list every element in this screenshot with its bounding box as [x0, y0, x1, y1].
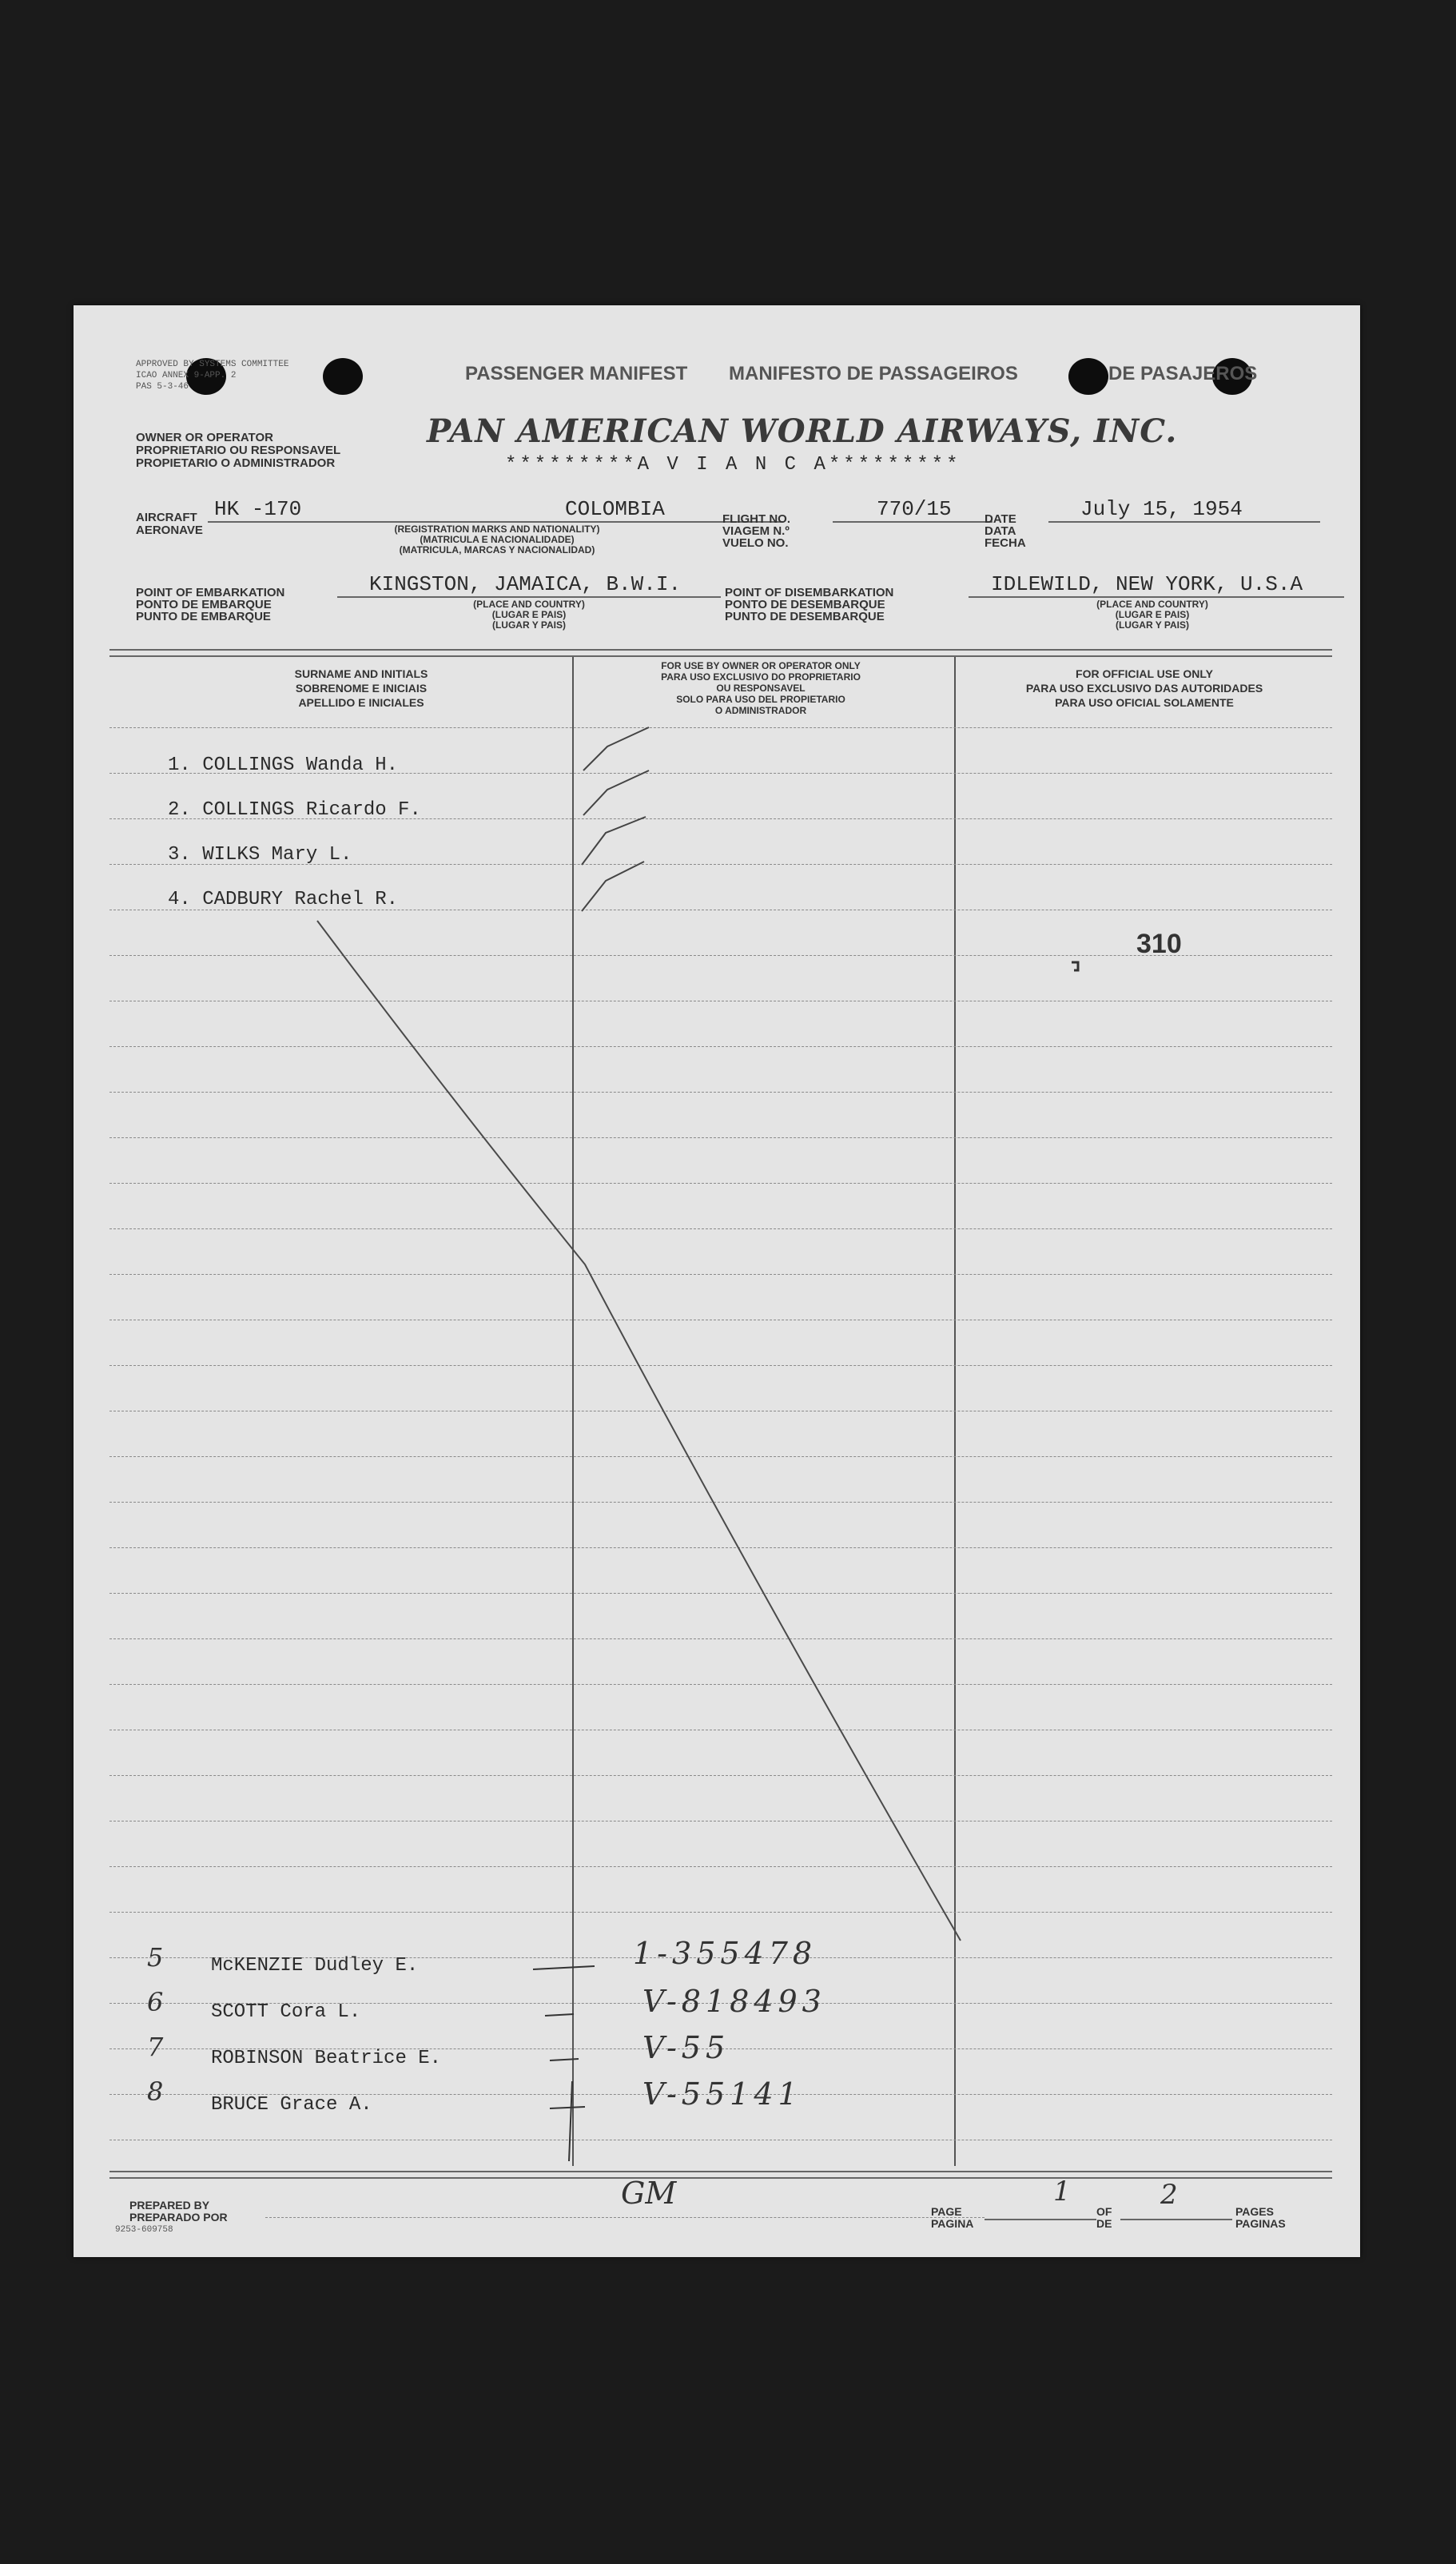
- footer-rule: [109, 2171, 1332, 2172]
- check-mark: [582, 862, 644, 911]
- passenger-name: SCOTT Cora L.: [211, 2001, 361, 2023]
- flight-label-pt: VIAGEM N.º: [722, 524, 790, 538]
- check-mark: [583, 727, 649, 770]
- passenger-name: ROBINSON Beatrice E.: [211, 2048, 442, 2069]
- document-number: V-818493: [642, 1984, 826, 2019]
- page-underline: [985, 2219, 1096, 2220]
- check-mark: [583, 770, 649, 815]
- aircraft-label-en: AIRCRAFT: [136, 511, 197, 524]
- airline-name: PAN AMERICAN WORLD AIRWAYS, INC.: [427, 412, 1178, 450]
- owner-label-pt: PROPRIETARIO OU RESPONSAVEL: [136, 444, 341, 457]
- footer-rule: [109, 2177, 1332, 2179]
- of-label: [1096, 2206, 1112, 2230]
- flight-label-es: VUELO NO.: [722, 536, 789, 550]
- date-label-es: FECHA: [985, 536, 1026, 550]
- column-operator-line: PARA USO EXCLUSIVO DO PROPRIETARIO: [661, 671, 861, 683]
- dash-mark: [533, 1966, 595, 1969]
- disembark-value: IDLEWILD, NEW YORK, U.S.A: [991, 572, 1303, 596]
- owner-label-en: OWNER OR OPERATOR: [136, 431, 273, 444]
- page-number: 1: [1053, 2176, 1071, 2208]
- place-label-pt: (LUGAR E PAIS): [1115, 609, 1190, 620]
- column-operator-line: SOLO PARA USO DEL PROPIETARIO: [676, 694, 845, 705]
- page-label-en: PAGE: [931, 2205, 962, 2218]
- disembark-label-pt: PONTO DE DESEMBARQUE: [725, 598, 885, 611]
- column-operator-line: O ADMINISTRADOR: [714, 705, 807, 716]
- place-label-en: (PLACE AND COUNTRY): [1096, 599, 1208, 610]
- embark-label-en: POINT OF EMBARKATION: [136, 586, 285, 599]
- check-mark: [582, 817, 646, 865]
- pages-label-pt: PAGINAS: [1235, 2217, 1286, 2230]
- column-official-pt: PARA USO EXCLUSIVO DAS AUTORIDADES: [1025, 682, 1263, 695]
- pages-label-en: PAGES: [1235, 2205, 1274, 2218]
- pages-total: 2: [1160, 2179, 1178, 2211]
- document-number: V-55: [642, 2030, 730, 2065]
- title-spanish: DE PASAJEROS: [1108, 363, 1258, 384]
- owner-label-es: PROPIETARIO O ADMINISTRADOR: [136, 456, 336, 470]
- passenger-number: 4.: [168, 889, 191, 910]
- handwritten-number: 7: [147, 2032, 164, 2062]
- passenger-name: WILKS Mary L.: [202, 844, 352, 866]
- dash-mark: [545, 2014, 574, 2016]
- document-number: V-55141: [642, 2076, 802, 2112]
- form-number: 9253-609758: [115, 2225, 173, 2235]
- column-official-es: PARA USO OFICIAL SOLAMENTE: [1055, 696, 1234, 709]
- dash-mark: [550, 2107, 585, 2108]
- approval-line: ICAO ANNEX 9-APP. 2: [136, 371, 237, 380]
- prepared-line: [265, 2217, 985, 2218]
- handwritten-number: 8: [147, 2076, 164, 2107]
- column-official-en: FOR OFFICIAL USE ONLY: [1076, 667, 1213, 680]
- pages-label: [1235, 2206, 1286, 2230]
- disembark-label-es: PUNTO DE DESEMBARQUE: [725, 610, 885, 623]
- flight-number-value: 770/15: [877, 497, 952, 521]
- title-portuguese: MANIFESTO DE PASSAGEIROS: [729, 363, 1018, 384]
- airline-subline: *********A V I A N C A*********: [505, 454, 961, 476]
- embark-label-pt: PONTO DE EMBARQUE: [136, 598, 272, 611]
- page-label-pt: PAGINA: [931, 2217, 974, 2230]
- column-operator-line: OU RESPONSAVEL: [716, 683, 806, 694]
- passenger-name: CADBURY Rachel R.: [202, 889, 399, 910]
- pages-underline: [1120, 2219, 1232, 2220]
- registration-label-es: (MATRICULA, MARCAS Y NACIONALIDAD): [399, 544, 595, 555]
- manifest-sheet: [74, 305, 1360, 2257]
- aircraft-label-pt: AERONAVE: [136, 524, 203, 537]
- approval-line: APPROVED BY SYSTEMS COMMITTEE: [136, 360, 289, 369]
- dash-mark: [550, 2059, 579, 2060]
- of-label-pt: DE: [1096, 2217, 1112, 2230]
- place-label-es: (LUGAR Y PAIS): [491, 619, 566, 631]
- disembark-label-en: POINT OF DISEMBARKATION: [725, 586, 894, 599]
- column-names-pt: SOBRENOME E INICIAIS: [295, 682, 428, 695]
- passenger-name: McKENZIE Dudley E.: [211, 1955, 419, 1977]
- approval-line: PAS 5-3-46: [136, 382, 189, 392]
- corner-mark: [1072, 962, 1078, 970]
- place-label-en: (PLACE AND COUNTRY): [473, 599, 585, 610]
- bracket-line: [569, 2081, 572, 2161]
- flight-label-en: FLIGHT NO.: [722, 512, 790, 526]
- embark-value: KINGSTON, JAMAICA, B.W.I.: [369, 572, 682, 596]
- preparer-initials: GM: [621, 2176, 677, 2211]
- column-operator-line: FOR USE BY OWNER OR OPERATOR ONLY: [661, 660, 861, 671]
- diagonal-strike-line: [317, 921, 961, 1941]
- handwritten-number: 5: [147, 1942, 164, 1973]
- column-names-es: APELLIDO E INICIALES: [298, 696, 424, 709]
- date-label-pt: DATA: [985, 524, 1016, 538]
- registration-label-pt: (MATRICULA E NACIONALIDADE): [420, 534, 575, 545]
- place-label-es: (LUGAR Y PAIS): [1115, 619, 1189, 631]
- passenger-number: 3.: [168, 844, 191, 866]
- passenger-name: COLLINGS Wanda H.: [202, 754, 399, 776]
- handwritten-number: 6: [147, 1987, 164, 2017]
- registration-label-en: (REGISTRATION MARKS AND NATIONALITY): [394, 524, 600, 535]
- column-names-en: SURNAME AND INITIALS: [294, 667, 428, 680]
- page-label: [931, 2206, 973, 2230]
- document-number: 1-355478: [633, 1936, 818, 1971]
- place-label-pt: (LUGAR E PAIS): [491, 609, 567, 620]
- embark-label-es: PUNTO DE EMBARQUE: [136, 610, 271, 623]
- date-label-en: DATE: [985, 512, 1016, 526]
- stamp-number: 310: [1136, 929, 1182, 959]
- prepared-label: [129, 2200, 228, 2224]
- date-value: July 15, 1954: [1080, 497, 1243, 521]
- prepared-label-pt: PREPARADO POR: [129, 2211, 228, 2224]
- aircraft-value: HK -170: [214, 497, 302, 521]
- prepared-label-en: PREPARED BY: [129, 2199, 210, 2212]
- passenger-number: 2.: [168, 799, 191, 821]
- passenger-name: BRUCE Grace A.: [211, 2094, 372, 2116]
- passenger-number: 1.: [168, 754, 191, 776]
- nationality-value: COLOMBIA: [565, 497, 665, 521]
- passenger-name: COLLINGS Ricardo F.: [202, 799, 421, 821]
- title-english: PASSENGER MANIFEST: [465, 363, 688, 384]
- of-label-en: OF: [1096, 2205, 1112, 2218]
